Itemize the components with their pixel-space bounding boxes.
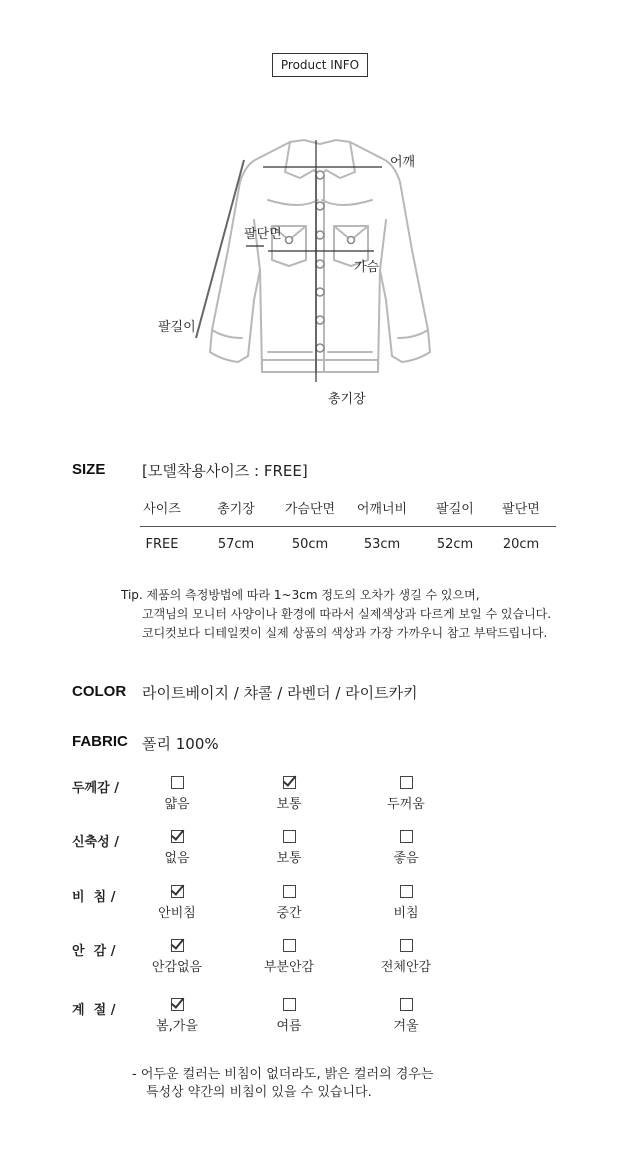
- attribute-label: 비 침 /: [72, 890, 116, 905]
- size-header: 팔길이: [436, 502, 474, 517]
- attribute-option: [346, 998, 466, 1034]
- attribute-option-label: 보통: [276, 851, 302, 866]
- checked-checkbox-icon: [171, 830, 184, 843]
- attribute-option: [346, 885, 466, 921]
- attribute-option: [117, 830, 237, 866]
- jacket-illustration: [150, 120, 480, 420]
- checkbox-icon: [400, 998, 413, 1011]
- attribute-option-label: 얇음: [164, 797, 190, 812]
- checkbox-icon: [283, 830, 296, 843]
- attribute-option-label: 비침: [393, 906, 419, 921]
- checked-checkbox-icon: [171, 939, 184, 952]
- size-cell: FREE: [145, 537, 179, 552]
- attribute-option: [229, 939, 349, 975]
- attribute-option: [229, 885, 349, 921]
- attribute-option: [346, 776, 466, 812]
- attribute-option: [117, 885, 237, 921]
- tip-line-1: Tip. 제품의 측정방법에 따라 1~3cm 정도의 오차가 생길 수 있으며,: [121, 588, 480, 602]
- size-cell: 53cm: [363, 537, 401, 552]
- attribute-option-label: 안감없음: [151, 960, 203, 975]
- attribute-option-label: 좋음: [393, 851, 419, 866]
- checkbox-icon: [283, 939, 296, 952]
- checked-checkbox-icon: [171, 998, 184, 1011]
- shoulder-label: 어깨: [390, 155, 416, 170]
- attribute-option-label: 봄,가을: [156, 1019, 198, 1034]
- attribute-option: [117, 998, 237, 1034]
- checkbox-icon: [400, 885, 413, 898]
- note-line-2: 특성상 약간의 비침이 있을 수 있습니다.: [146, 1085, 372, 1100]
- attribute-option: [346, 939, 466, 975]
- attribute-option-label: 없음: [164, 851, 190, 866]
- attribute-option-label: 겨울: [393, 1019, 419, 1034]
- size-cell: 20cm: [502, 537, 540, 552]
- size-header: 가슴단면: [284, 502, 336, 517]
- size-cell: 57cm: [217, 537, 255, 552]
- checked-checkbox-icon: [283, 776, 296, 789]
- attribute-option-label: 두꺼움: [387, 797, 425, 812]
- attribute-label: 두께감 /: [72, 781, 119, 796]
- checkbox-icon: [400, 776, 413, 789]
- attribute-option: [229, 830, 349, 866]
- size-header: 총기장: [217, 502, 255, 517]
- attribute-option: [346, 830, 466, 866]
- attribute-option: [117, 939, 237, 975]
- attribute-label: 신축성 /: [72, 835, 119, 850]
- attribute-option-label: 전체안감: [380, 960, 432, 975]
- sleeve-label: 팔길이: [158, 320, 196, 335]
- color-value: 라이트베이지 / 챠콜 / 라벤더 / 라이트카키: [142, 684, 418, 702]
- attribute-option-label: 중간: [276, 906, 302, 921]
- checkbox-icon: [283, 998, 296, 1011]
- tip-line-3: 코디컷보다 디테일컷이 실제 상품의 색상과 가장 가까우니 참고 부탁드립니다.: [142, 626, 548, 640]
- checkbox-icon: [283, 885, 296, 898]
- attribute-label: 안 감 /: [72, 944, 116, 959]
- size-header: 사이즈: [143, 502, 181, 517]
- product-info-title: Product INFO: [272, 53, 368, 77]
- checkbox-icon: [400, 830, 413, 843]
- note-line-1: - 어두운 컬러는 비침이 없더라도, 밝은 컬러의 경우는: [132, 1067, 434, 1082]
- jacket-measurement-diagram: [150, 120, 480, 420]
- chest-label: 가슴: [354, 260, 380, 275]
- size-cell: 50cm: [291, 537, 329, 552]
- fabric-label: FABRIC: [72, 733, 128, 750]
- size-label: SIZE: [72, 461, 106, 478]
- size-cell: 52cm: [436, 537, 474, 552]
- attribute-option: [229, 998, 349, 1034]
- attribute-option: [117, 776, 237, 812]
- checked-checkbox-icon: [171, 885, 184, 898]
- attribute-option-label: 안비침: [158, 906, 196, 921]
- checkbox-icon: [400, 939, 413, 952]
- attribute-option-label: 여름: [276, 1019, 302, 1034]
- size-header: 어깨너비: [356, 502, 408, 517]
- model-size: [모델착용사이즈 : FREE]: [142, 462, 308, 480]
- size-table-divider: [140, 526, 556, 527]
- attribute-option: [229, 776, 349, 812]
- checkbox-icon: [171, 776, 184, 789]
- cuff-label: 팔단면: [244, 227, 282, 242]
- tip-line-2: 고객님의 모니터 사양이나 환경에 따라서 실제색상과 다르게 보일 수 있습니다.: [142, 607, 552, 621]
- fabric-value: 폴리 100%: [142, 735, 219, 753]
- attribute-option-label: 보통: [276, 797, 302, 812]
- color-label: COLOR: [72, 683, 127, 700]
- length-label: 총기장: [328, 392, 366, 407]
- attribute-label: 계 절 /: [72, 1003, 116, 1018]
- size-header: 팔단면: [502, 502, 540, 517]
- attribute-option-label: 부분안감: [263, 960, 315, 975]
